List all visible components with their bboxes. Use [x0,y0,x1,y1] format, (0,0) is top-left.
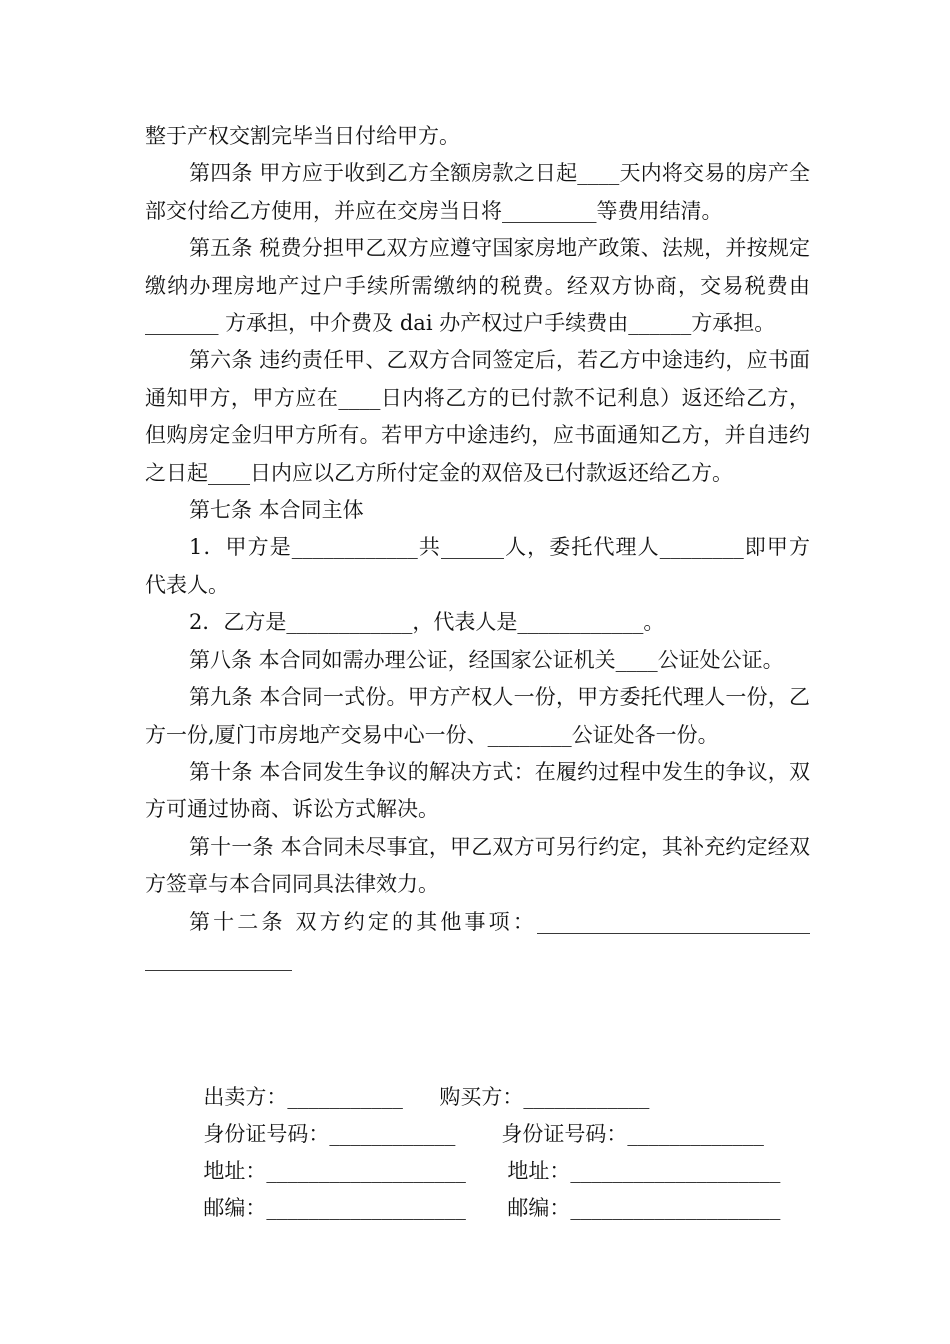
article-4: 第四条 甲方应于收到乙方全额房款之日起____天内将交易的房产全部交付给乙方使用，并应在交房当日将_________等费用结清。 [145,161,810,223]
seller-postcode-label: 邮编：___________________ [203,1196,466,1220]
buyer-label: 购买方：____________ [439,1085,650,1109]
article-7-title: 第七条 本合同主体 [189,498,364,523]
paragraph-continuation: 整于产权交割完毕当日付给甲方。 [145,124,460,148]
article-8: 第八条 本合同如需办理公证，经国家公证机关____公证处公证。 [189,647,784,672]
buyer-id-label: 身份证号码：_____________ [501,1122,764,1146]
article-7-item-1: 1．甲方是____________共______人，委托代理人________即甲方代表人。 [145,535,810,597]
contract-body [145,118,817,978]
article-7-item-2: 2．乙方是____________，代表人是____________。 [189,610,665,635]
article-6: 第六条 违约责任甲、乙双方合同签定后，若乙方中途违约，应书面通知甲方，甲方应在____日内将乙方的已付款不记利息）返还给乙方，但购房定金归甲方所有。若甲方中途违约，应书面通知乙方，并自违约之日起____日内应以乙方所付定金的双倍及已付款返还给乙方。 [145,348,810,485]
article-5: 第五条 税费分担甲乙双方应遵守国家房地产政策、法规，并按规定缴纳办理房地产过户手续所需缴纳的税费。经双方协商，交易税费由_______ 方承担，中介费及 dai 办产权过户手续费由______方承担。 [145,236,810,336]
article-11: 第十一条 本合同未尽事宜，甲乙双方可另行约定，其补充约定经双方签章与本合同同具法律效力。 [145,834,810,897]
article-9: 第九条 本合同一式份。甲方产权人一份，甲方委托代理人一份，乙方一份,厦门市房地产交易中心一份、________公证处各一份。 [145,685,810,747]
buyer-postcode-label: 邮编：____________________ [507,1196,781,1220]
article-12: 第十二条 双方约定的其他事项：__________________________ ______________ [145,909,817,971]
signature-row-postcode [190,1153,780,1227]
seller-label: 出卖方：___________ [203,1085,403,1109]
seller-id-label: 身份证号码：____________ [203,1122,456,1146]
seller-address-label: 地址：___________________ [203,1159,466,1183]
buyer-address-label: 地址：____________________ [507,1159,781,1183]
article-10: 第十条 本合同发生争议的解决方式：在履约过程中发生的争议，双方可通过协商、诉讼方式解决。 [145,759,810,822]
